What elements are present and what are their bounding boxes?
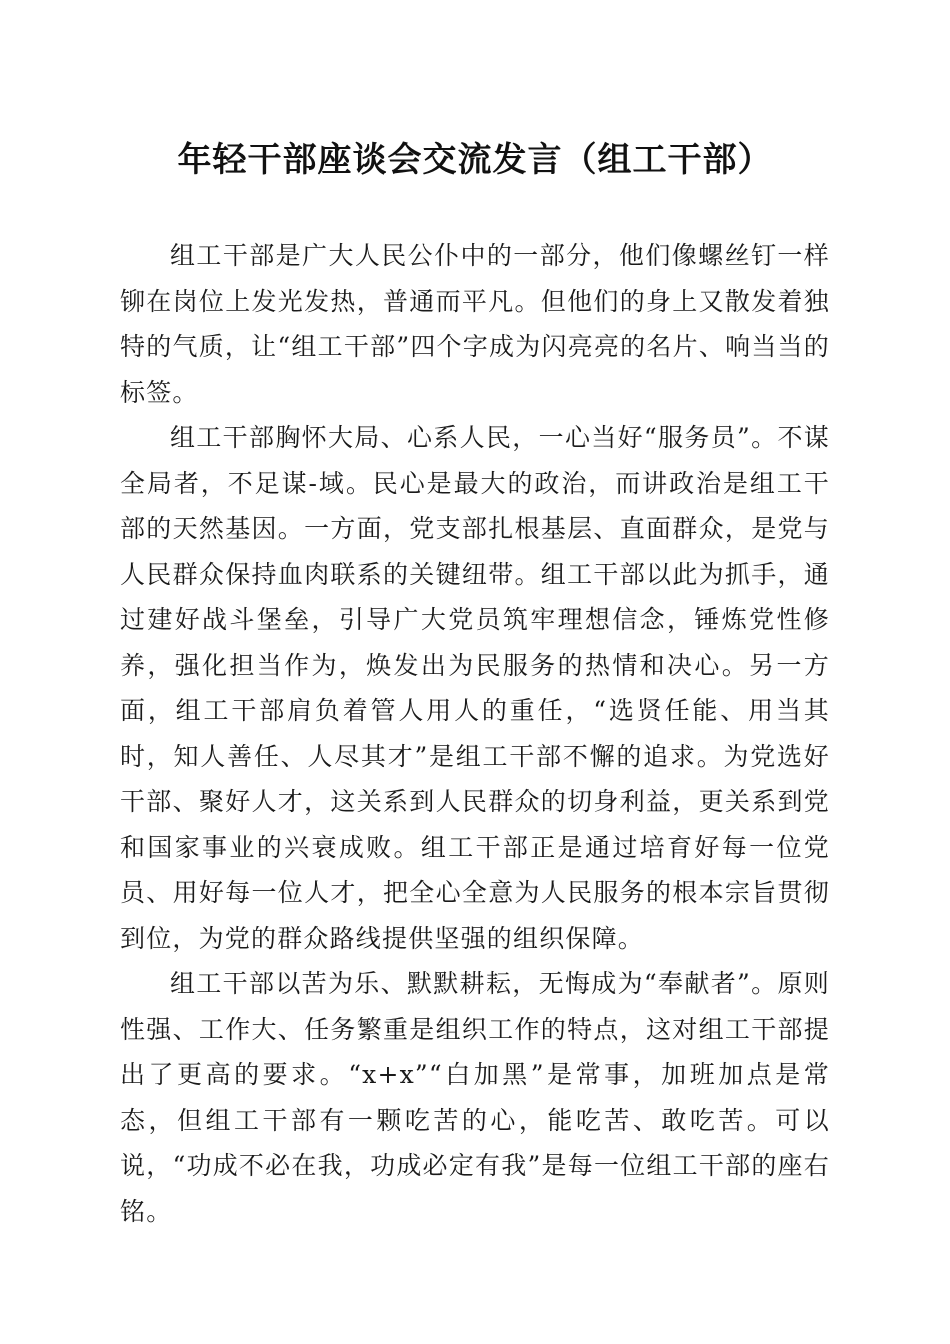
paragraph-intro: 组工干部是广大人民公仆中的一部分，他们像螺丝钉一样铆在岗位上发光发热，普通而平凡。但他们的身上又散发着独特的气质，让“组工干部”四个字成为闪亮亮的名片、响当当的标签。 bbox=[120, 241, 830, 407]
document-title: 年轻干部座谈会交流发言（组工干部） bbox=[177, 140, 773, 180]
document-body bbox=[120, 233, 830, 1234]
paragraph-service: 组工干部胸怀大局、心系人民，一心当好“服务员”。不谋全局者，不足谋-域。民心是最大的政治，而讲政治是组工干部的天然基因。一方面，党支部扎根基层、直面群众，是党与人民群众保持血肉联系的关键纽带。组工干部以此为抓手，通过建好战斗堡垒，引导广大党员筑牢理想信念，锤炼党性修养，强化担当作为，焕发出为民服务的热情和决心。另一方面，组工干部肩负着管人用人的重任，“选贤任能、用当其时，知人善任、人尽其才”是组工干部不懈的追求。为党选好干部、聚好人才，这关系到人民群众的切身利益，更关系到党和国家事业的兴衰成败。组工干部正是通过培育好每一位党员、用好每一位人才，把全心全意为人民服务的根本宗旨贯彻到位，为党的群众路线提供坚强的组织保障。 bbox=[120, 423, 830, 953]
paragraph-dedication: 组工干部以苦为乐、默默耕耘，无悔成为“奉献者”。原则性强、工作大、任务繁重是组织工作的特点，这对组工干部提出了更高的要求。“x+x”“白加黑”是常事，加班加点是常态，但组工干部有一颗吃苦的心，能吃苦、敢吃苦。可以说，“功成不必在我，功成必定有我”是每一位组工干部的座右铭。 bbox=[120, 969, 830, 1226]
